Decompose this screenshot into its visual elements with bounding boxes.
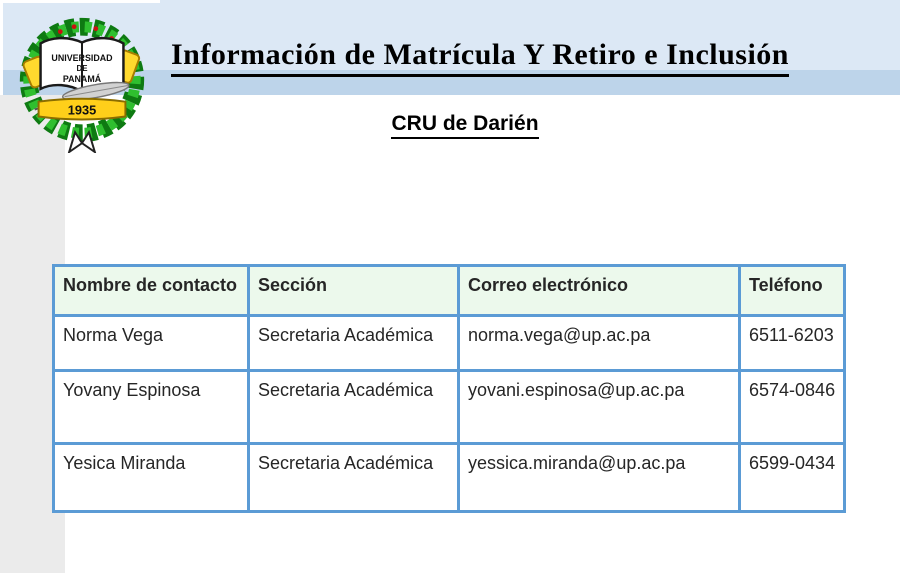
logo-text-line1: UNIVERSIDAD (51, 53, 113, 64)
table-row (54, 371, 845, 444)
top-margin (0, 0, 160, 3)
section-cell: Secretaria Académica (249, 444, 459, 512)
section-cell: Secretaria Académica (249, 316, 459, 371)
section-cell: Secretaria Académica (249, 371, 459, 444)
page-subtitle: CRU de Darién (30, 112, 900, 136)
header-row (54, 266, 845, 316)
contact-name-cell: Norma Vega (54, 316, 249, 371)
header-cell-seccion: Sección (249, 266, 459, 316)
phone-cell: 6511-6203 (740, 316, 845, 371)
phone-cell: 6599-0434 (740, 444, 845, 512)
contacts-table (52, 264, 846, 513)
page-title: Información de Matrícula Y Retiro e Inclusión (60, 38, 900, 72)
logo-year: 1935 (67, 102, 97, 118)
phone-cell: 6574-0846 (740, 371, 845, 444)
table-row (54, 316, 845, 371)
contact-name-cell: Yesica Miranda (54, 444, 249, 512)
email-cell: yovani.espinosa@up.ac.pa (459, 371, 740, 444)
logo-text-line3: PANAMÁ (62, 73, 102, 84)
header-cell-correo: Correo electrónico (459, 266, 740, 316)
left-margin (0, 0, 3, 95)
contact-name-cell: Yovany Espinosa (54, 371, 249, 444)
header-cell-nombre: Nombre de contacto (54, 266, 249, 316)
table-row (54, 444, 845, 512)
header-cell-telefono: Teléfono (740, 266, 845, 316)
email-cell: norma.vega@up.ac.pa (459, 316, 740, 371)
email-cell: yessica.miranda@up.ac.pa (459, 444, 740, 512)
logo-text-line2: DE (76, 64, 88, 74)
